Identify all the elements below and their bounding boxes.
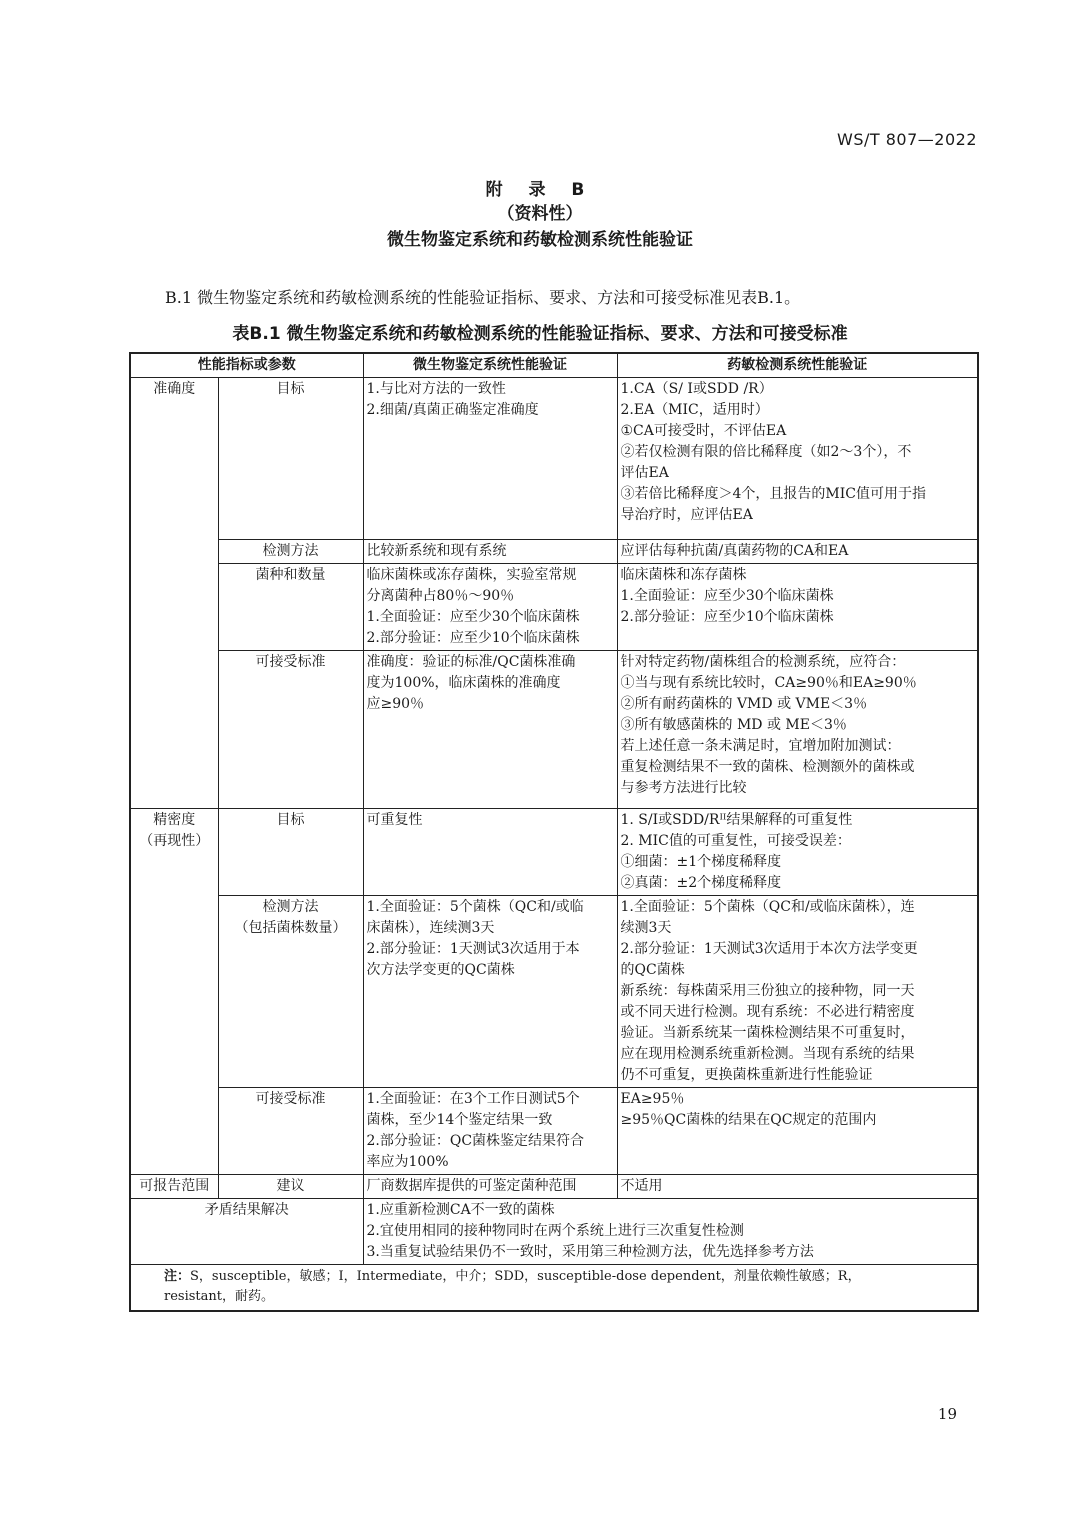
accuracy-method-ast <box>617 540 978 564</box>
accuracy-criteria-id <box>363 651 617 809</box>
precision-criteria-ast <box>617 1088 978 1175</box>
cell-line: 2.部分验证：应至少10个临床菌株 <box>620 609 834 625</box>
header-row <box>130 353 978 378</box>
accuracy-criteria-label: 可接受标准 <box>218 651 363 809</box>
table-row <box>130 809 978 896</box>
cell-line: 1.应重新检测CA不一致的菌株 <box>366 1202 555 1218</box>
header-param: 性能指标或参数 <box>130 353 363 378</box>
table-row <box>130 1175 978 1199</box>
cell-line: 1.全面验证：应至少30个临床菌株 <box>366 609 580 625</box>
cell-line: 准确度：验证的标准/QC菌株准确 <box>366 654 576 670</box>
reportable-id: 厂商数据库提供的可鉴定菌种范围 <box>363 1175 617 1199</box>
table-row <box>130 564 978 651</box>
header-ast-system: 药敏检测系统性能验证 <box>617 353 978 378</box>
annex-nature: （资料性） <box>497 204 583 224</box>
reportable-sub-label: 建议 <box>218 1175 363 1199</box>
cell-line: 2. MIC值的可重复性，可接受误差： <box>620 833 851 849</box>
annex-label: 附 录 B <box>485 180 595 200</box>
cell-line: 率应为100% <box>366 1154 449 1170</box>
cell-line: 2.部分验证：QC菌株鉴定结果符合 <box>366 1133 585 1149</box>
cell-line: 与参考方法进行比较 <box>620 780 747 796</box>
accuracy-method-id <box>363 540 617 564</box>
cell-line: 1. S/I或SDD/Rᴵᴵ结果解释的可重复性 <box>620 812 853 828</box>
cell-line: 针对特定药物/菌株组合的检测系统，应符合： <box>620 654 906 670</box>
cell-line: ②若仅检测有限的倍比稀释度（如2～3个），不 <box>620 444 912 460</box>
cell-line: 若上述任意一条未满足时，宜增加附加测试： <box>620 738 901 754</box>
cell-line: EA≥95％ <box>620 1091 685 1107</box>
cell-line: 菌株，至少14个鉴定结果一致 <box>366 1112 553 1128</box>
cell-line: 3.当重复试验结果仍不一致时，采用第三种检测方法，优先选择参考方法 <box>366 1244 814 1260</box>
note-row <box>130 1265 978 1312</box>
cell-line: 应评估每种抗菌/真菌药物的CA和EA <box>620 543 849 559</box>
cell-line: 1.全面验证：在3个工作日测试5个 <box>366 1091 580 1107</box>
cell-line: 2.部分验证：1天测试3次适用于本次方法学变更 <box>620 941 918 957</box>
cell-line: 1.全面验证：5个菌株（QC和/或临 <box>366 899 584 915</box>
cell-line: 检测方法 <box>262 899 319 915</box>
cell-line: 2.部分验证：应至少10个临床菌株 <box>366 630 580 646</box>
cell-line: 导治疗时，应评估EA <box>620 507 753 523</box>
cell-line: （再现性） <box>139 833 210 849</box>
note-text-continued: resistant，耐药。 <box>164 1289 274 1304</box>
cell-line: （包括菌株数量） <box>234 920 347 936</box>
cell-line: 次方法学变更的QC菌株 <box>366 962 515 978</box>
cell-line: ①细菌：±1个梯度稀释度 <box>620 854 782 870</box>
accuracy-target-label: 目标 <box>218 378 363 540</box>
table-row <box>130 651 978 809</box>
cell-line: 比较新系统和现有系统 <box>366 543 507 559</box>
accuracy-target-ast <box>617 378 978 540</box>
reportable-ast: 不适用 <box>617 1175 978 1199</box>
precision-method-ast <box>617 896 978 1088</box>
accuracy-criteria-ast <box>617 651 978 809</box>
table-row <box>130 378 978 540</box>
cell-line: 续测3天 <box>620 920 672 936</box>
table-row <box>130 540 978 564</box>
accuracy-strains-ast <box>617 564 978 651</box>
table-title: 表B.1 微生物鉴定系统和药敏检测系统的性能验证指标、要求、方法和可接受标准 <box>232 324 848 344</box>
cell-line: 度为100%，临床菌株的准确度 <box>366 675 561 691</box>
accuracy-strains-label: 菌种和数量 <box>218 564 363 651</box>
precision-method-id <box>363 896 617 1088</box>
cell-line: 2.细菌/真菌正确鉴定准确度 <box>366 402 539 418</box>
discrepancy-content <box>363 1199 978 1265</box>
cell-line: 床菌株），连续测3天 <box>366 920 495 936</box>
cell-line: 重复检测结果不一致的菌株、检测额外的菌株或 <box>620 759 915 775</box>
standard-code: WS/T 807—2022 <box>837 130 977 149</box>
table-note <box>130 1265 978 1312</box>
accuracy-target-id <box>363 378 617 540</box>
cell-line: 1.CA（S/ I或SDD /R） <box>620 381 773 397</box>
accuracy-method-label: 检测方法 <box>218 540 363 564</box>
cell-line: ≥95％QC菌株的结果在QC规定的范围内 <box>620 1112 877 1128</box>
cell-line: 应在现用检测系统重新检测。当现有系统的结果 <box>620 1046 915 1062</box>
precision-target-id <box>363 809 617 896</box>
cell-line: ①当与现有系统比较时，CA≥90％和EA≥90％ <box>620 675 917 691</box>
cell-line: ③所有敏感菌株的 MD 或 ME＜3％ <box>620 717 847 733</box>
cell-line: 分离菌种占80％～90％ <box>366 588 515 604</box>
discrepancy-label: 矛盾结果解决 <box>130 1199 363 1265</box>
cell-line: ①CA可接受时，不评估EA <box>620 423 787 439</box>
cell-line: 1.全面验证：5个菌株（QC和/或临床菌株），连 <box>620 899 915 915</box>
cell-line: ③若倍比稀释度＞4个，且报告的MIC值可用于指 <box>620 486 926 502</box>
table-row <box>130 1088 978 1175</box>
cell-line: 或不同天进行检测。现有系统：不必进行精密度 <box>620 1004 915 1020</box>
precision-target-label: 目标 <box>218 809 363 896</box>
annex-heading <box>0 175 1080 251</box>
cell-line: 临床菌株和冻存菌株 <box>620 567 747 583</box>
reportable-label: 可报告范围 <box>130 1175 218 1199</box>
cell-line: 仍不可重复，更换菌株重新进行性能验证 <box>620 1067 873 1083</box>
precision-label <box>130 809 218 1175</box>
cell-line: 应≥90％ <box>366 696 425 712</box>
performance-table <box>129 352 979 1312</box>
header-id-system: 微生物鉴定系统性能验证 <box>363 353 617 378</box>
precision-criteria-label: 可接受标准 <box>218 1088 363 1175</box>
cell-line: 1.全面验证：应至少30个临床菌株 <box>620 588 834 604</box>
precision-criteria-id <box>363 1088 617 1175</box>
accuracy-label: 准确度 <box>130 378 218 809</box>
intro-paragraph: B.1 微生物鉴定系统和药敏检测系统的性能验证指标、要求、方法和可接受标准见表B.1。 <box>165 288 801 307</box>
cell-line: ②所有耐药菌株的 VMD 或 VME＜3％ <box>620 696 868 712</box>
cell-line: ②真菌：±2个梯度稀释度 <box>620 875 782 891</box>
note-label: 注： <box>164 1269 191 1284</box>
annex-title: 微生物鉴定系统和药敏检测系统性能验证 <box>387 230 693 250</box>
cell-line: 新系统：每株菌采用三份独立的接种物，同一天 <box>620 983 915 999</box>
cell-line: 可重复性 <box>366 812 423 828</box>
cell-line: 2.宜使用相同的接种物同时在两个系统上进行三次重复性检测 <box>366 1223 744 1239</box>
cell-line: 1.与比对方法的一致性 <box>366 381 506 397</box>
cell-line: 精密度 <box>153 812 196 828</box>
table-row <box>130 896 978 1088</box>
accuracy-strains-id <box>363 564 617 651</box>
cell-line: 验证。当新系统某一菌株检测结果不可重复时， <box>620 1025 915 1041</box>
cell-line: 临床菌株或冻存菌株，实验室常规 <box>366 567 577 583</box>
cell-line: 的QC菌株 <box>620 962 685 978</box>
precision-method-label <box>218 896 363 1088</box>
table-row <box>130 1199 978 1265</box>
note-text: S，susceptible，敏感；I，Intermediate，中介；SDD，susceptible-dose dependent，剂量依赖性敏感；R， <box>190 1269 861 1284</box>
cell-line: 评估EA <box>620 465 669 481</box>
precision-target-ast <box>617 809 978 896</box>
cell-line: 2.部分验证：1天测试3次适用于本 <box>366 941 580 957</box>
page-number: 19 <box>937 1405 957 1423</box>
cell-line: 2.EA（MIC，适用时） <box>620 402 769 418</box>
